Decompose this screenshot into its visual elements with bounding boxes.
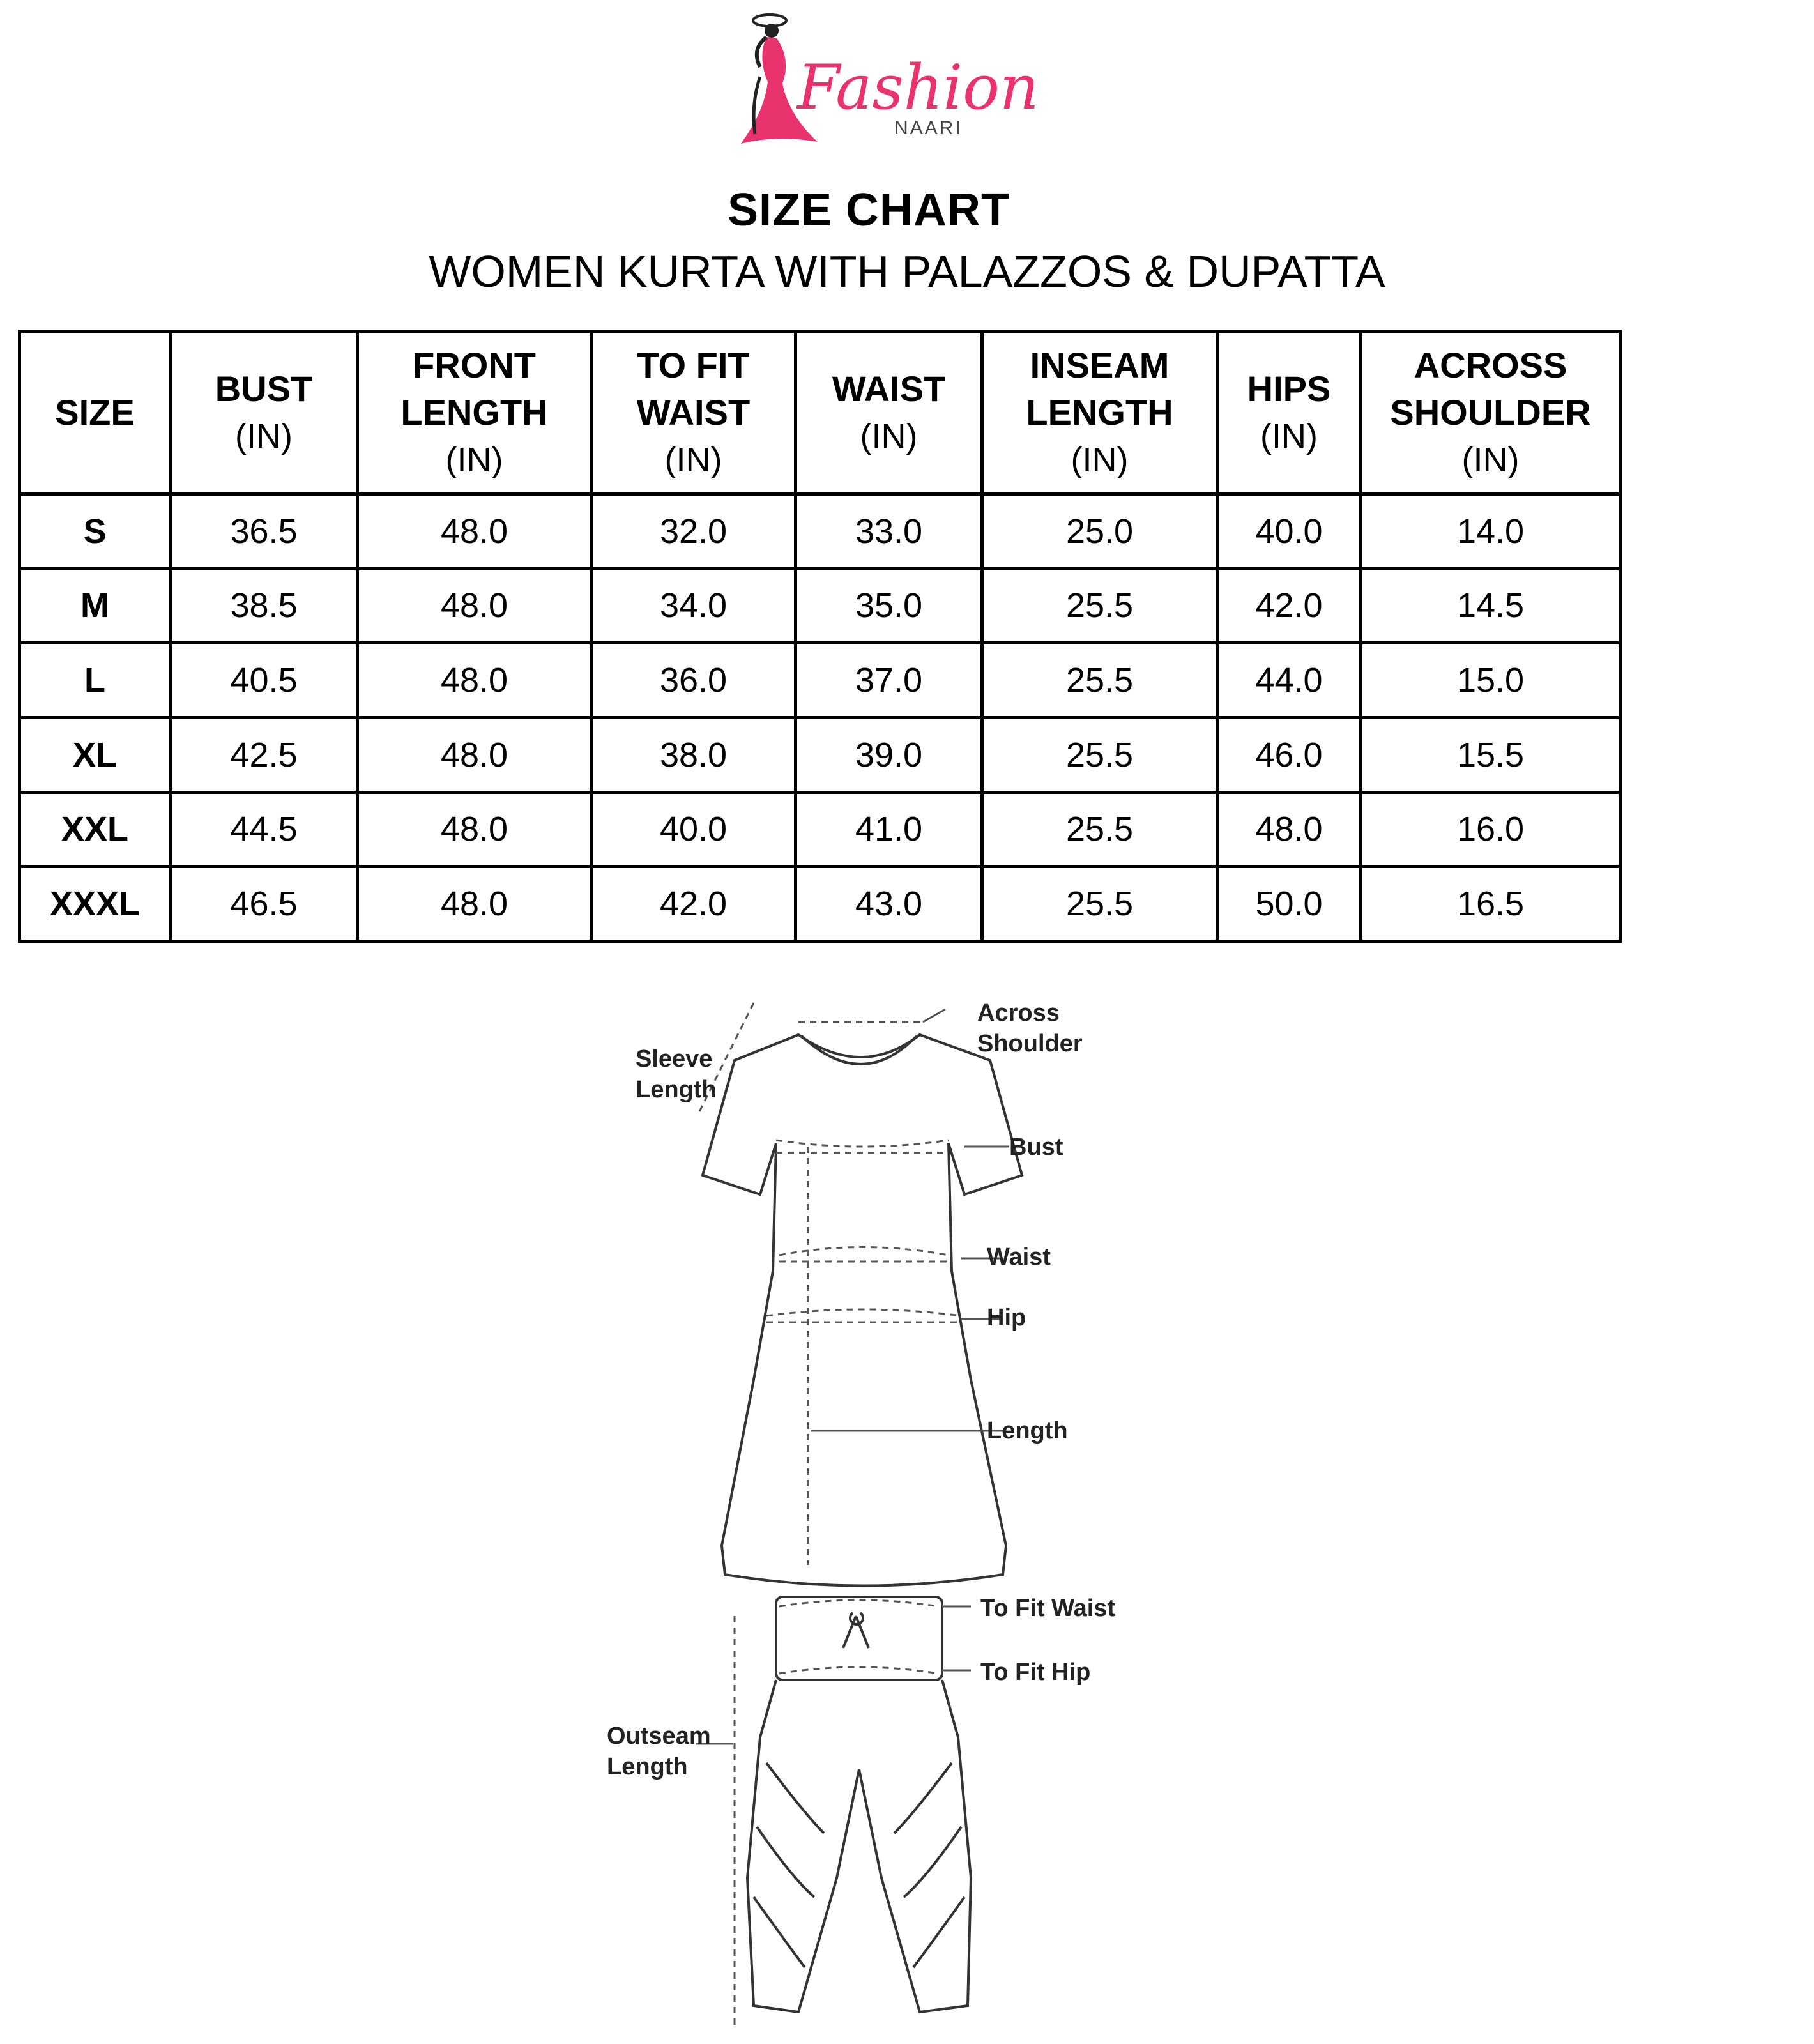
cell-bust: 44.5 [171, 792, 358, 867]
header-inseam-length: INSEAM LENGTH (IN) [982, 332, 1217, 494]
cell-size: XXXL [20, 867, 171, 942]
brand-logo [722, 6, 1039, 153]
header-hips: HIPS (IN) [1217, 332, 1361, 494]
cell-size: S [20, 494, 171, 569]
table-row [20, 643, 1620, 718]
fashion-naari-logo [722, 6, 1039, 153]
table-row [20, 792, 1620, 867]
kurta-palazzo-illustration [562, 984, 1137, 2038]
cell-across-shoulder: 14.5 [1361, 568, 1620, 643]
cell-bust: 38.5 [171, 568, 358, 643]
header-size: SIZE [20, 332, 171, 494]
table-row [20, 494, 1620, 569]
page-subtitle: WOMEN KURTA WITH PALAZZOS & DUPATTA [429, 247, 1385, 296]
cell-inseam-length: 25.5 [982, 643, 1217, 718]
cell-across-shoulder: 16.0 [1361, 792, 1620, 867]
label-to-fit-waist: To Fit Waist [980, 1595, 1116, 1622]
cell-inseam-length: 25.5 [982, 568, 1217, 643]
cell-waist: 35.0 [796, 568, 982, 643]
cell-hips: 46.0 [1217, 717, 1361, 792]
cell-bust: 40.5 [171, 643, 358, 718]
kurta-measure-lines [699, 1003, 961, 1565]
cell-hips: 40.0 [1217, 494, 1361, 569]
palazzo-outline [747, 1597, 971, 2012]
palazzo-leader-lines [696, 1606, 971, 1744]
label-sleeve: Sleeve [636, 1046, 713, 1072]
label-hip: Hip [987, 1304, 1026, 1331]
header-to-fit-waist: TO FIT WAIST (IN) [591, 332, 796, 494]
cell-inseam-length: 25.5 [982, 792, 1217, 867]
cell-waist: 33.0 [796, 494, 982, 569]
cell-hips: 50.0 [1217, 867, 1361, 942]
cell-size: XXL [20, 792, 171, 867]
kurta-labels [636, 1000, 1083, 1444]
label-across: Across [977, 1000, 1060, 1026]
header-bust: BUST (IN) [171, 332, 358, 494]
measurement-diagram [562, 984, 1137, 2038]
cell-waist: 39.0 [796, 717, 982, 792]
cell-bust: 36.5 [171, 494, 358, 569]
cell-hips: 42.0 [1217, 568, 1361, 643]
cell-to-fit-waist: 36.0 [591, 643, 796, 718]
cell-bust: 46.5 [171, 867, 358, 942]
table-header-row [20, 332, 1620, 494]
cell-across-shoulder: 14.0 [1361, 494, 1620, 569]
table-row [20, 867, 1620, 942]
table-row [20, 717, 1620, 792]
header-waist: WAIST (IN) [796, 332, 982, 494]
cell-size: XL [20, 717, 171, 792]
header-across-shoulder: ACROSS SHOULDER (IN) [1361, 332, 1620, 494]
size-chart-table [18, 330, 1622, 943]
label-to-fit-hip: To Fit Hip [980, 1659, 1091, 1686]
palazzo-measure-lines [735, 1600, 939, 2025]
label-outseam-length: Length [607, 1753, 688, 1780]
cell-front-length: 48.0 [358, 867, 591, 942]
cell-front-length: 48.0 [358, 494, 591, 569]
cell-waist: 37.0 [796, 643, 982, 718]
table-row [20, 568, 1620, 643]
brand-sub: NAARI [894, 118, 963, 139]
cell-across-shoulder: 15.0 [1361, 643, 1620, 718]
cell-waist: 43.0 [796, 867, 982, 942]
cell-front-length: 48.0 [358, 568, 591, 643]
cell-to-fit-waist: 42.0 [591, 867, 796, 942]
cell-size: L [20, 643, 171, 718]
label-length: Length [987, 1417, 1068, 1444]
cell-front-length: 48.0 [358, 643, 591, 718]
header-front-length: FRONT LENGTH (IN) [358, 332, 591, 494]
label-waist: Waist [987, 1244, 1051, 1270]
label-sleeve-length: Length [636, 1076, 717, 1103]
cell-to-fit-waist: 32.0 [591, 494, 796, 569]
cell-across-shoulder: 15.5 [1361, 717, 1620, 792]
cell-hips: 48.0 [1217, 792, 1361, 867]
cell-bust: 42.5 [171, 717, 358, 792]
cell-inseam-length: 25.5 [982, 717, 1217, 792]
cell-front-length: 48.0 [358, 717, 591, 792]
cell-waist: 41.0 [796, 792, 982, 867]
label-shoulder: Shoulder [977, 1030, 1083, 1057]
cell-hips: 44.0 [1217, 643, 1361, 718]
cell-across-shoulder: 16.5 [1361, 867, 1620, 942]
kurta-leader-lines [811, 1009, 1009, 1431]
page-title: SIZE CHART [728, 185, 1010, 236]
cell-front-length: 48.0 [358, 792, 591, 867]
brand-name: Fashion [797, 52, 1039, 123]
cell-size: M [20, 568, 171, 643]
cell-inseam-length: 25.0 [982, 494, 1217, 569]
cell-to-fit-waist: 40.0 [591, 792, 796, 867]
label-bust: Bust [1009, 1134, 1063, 1161]
cell-to-fit-waist: 34.0 [591, 568, 796, 643]
label-outseam: Outseam [607, 1723, 711, 1750]
cell-inseam-length: 25.5 [982, 867, 1217, 942]
cell-to-fit-waist: 38.0 [591, 717, 796, 792]
